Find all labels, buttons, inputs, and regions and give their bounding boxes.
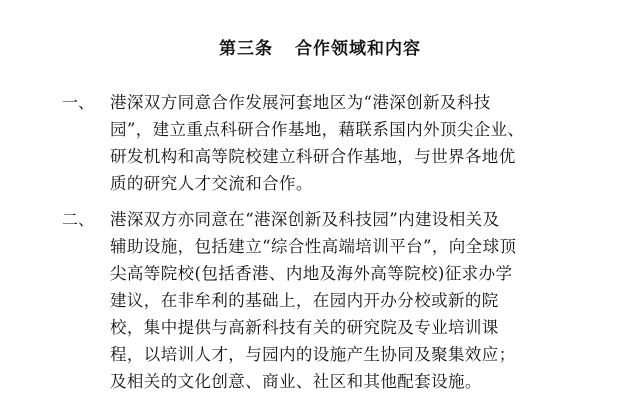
clause-2-line-2: 辅助设施，包括建立“综合性高端培训平台”，向全球顶	[110, 237, 517, 256]
clause-2-number: 二、	[62, 210, 95, 229]
clause-1-line-3: 研发机构和高等院校建立科研合作基地，与世界各地优	[110, 147, 516, 166]
clause-2-line-4: 建议，在非牟利的基础上，在园内开办分校或新的院	[110, 291, 499, 310]
clause-2-line-1: 港深双方亦同意在“港深创新及科技园”内建设相关及	[110, 210, 500, 229]
clause-1-line-4: 质的研究人才交流和合作。	[110, 174, 313, 193]
clause-2-line-3: 尖高等院校(包括香港、内地及海外高等院校)征求办学	[110, 264, 513, 283]
clause-1-line-2: 园”，建立重点科研合作基地，藉联系国内外顶尖企业、	[110, 120, 525, 139]
article-heading	[0, 34, 640, 59]
clause-2-line-5: 校，集中提供与高新科技有关的研究院及专业培训课	[110, 318, 499, 337]
article-title: 合作领域和内容	[295, 39, 421, 59]
clause-2-line-7: 及相关的文化创意、商业、社区和其他配套设施。	[110, 372, 482, 391]
article-number: 第三条	[219, 39, 273, 59]
clause-1-line-1: 港深双方同意合作发展河套地区为“港深创新及科技	[110, 93, 491, 112]
clause-1-number: 一、	[62, 93, 95, 112]
clause-2-line-6: 程，以培训人才，与园内的设施产生协同及聚集效应；	[110, 345, 516, 364]
